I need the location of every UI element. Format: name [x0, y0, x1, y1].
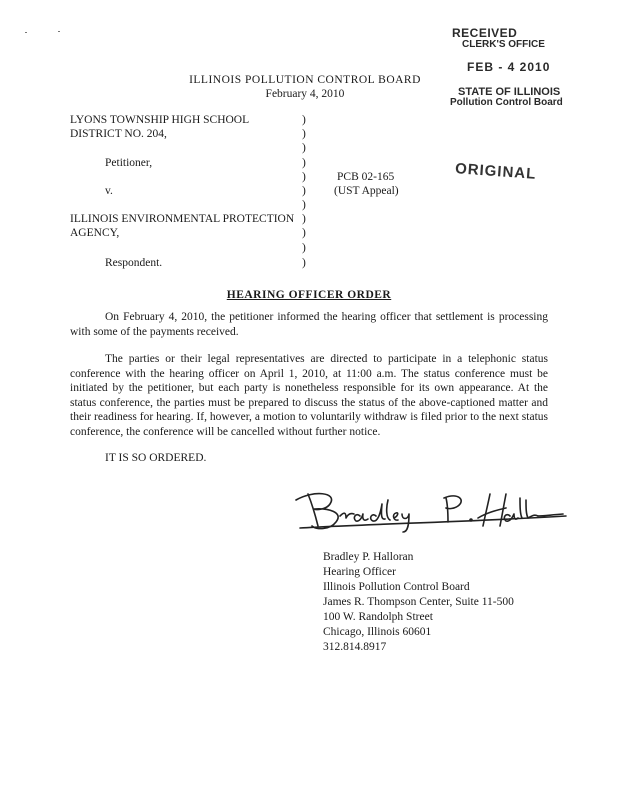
versus: v. [105, 185, 113, 197]
caption-paren: ) [302, 171, 306, 183]
board-organization: Illinois Pollution Control Board [323, 581, 470, 593]
order-paragraph-1 [70, 310, 548, 339]
city-address: Chicago, Illinois 60601 [323, 626, 432, 638]
caption-paren: ) [302, 142, 306, 154]
caption-paren: ) [302, 114, 306, 126]
hearing-officer-name: Bradley P. Halloran [323, 551, 414, 563]
caption-paren: ) [302, 128, 306, 140]
caption-paren: ) [302, 185, 306, 197]
caption-paren: ) [302, 199, 306, 211]
received-stamp-date: FEB - 4 2010 [467, 60, 551, 74]
closing-statement: IT IS SO ORDERED. [105, 452, 207, 464]
building-address: James R. Thompson Center, Suite 11-500 [323, 596, 514, 608]
caption-paren: ) [302, 157, 306, 169]
order-paragraph-2 [70, 352, 548, 439]
caption-paren: ) [302, 213, 306, 225]
caption-paren: ) [302, 227, 306, 239]
respondent-name-line1: ILLINOIS ENVIRONMENTAL PROTECTION [70, 213, 295, 225]
street-address: 100 W. Randolph Street [323, 611, 433, 623]
petitioner-name-line1: LYONS TOWNSHIP HIGH SCHOOL [70, 114, 250, 126]
order-title: HEARING OFFICER ORDER [226, 289, 392, 301]
original-stamp: ORIGINAL [454, 160, 537, 183]
caption-paren: ) [302, 257, 306, 269]
paragraph-2-text: The parties or their legal representatives are directed to participate in a telephonic status conference with the hearing officer on April 1, 2010, at 11:00 a.m. The status conference must be initiated by the petitioner, but each party is nonetheless responsible for its own appearance. At the status conference, the parties must be prepared to discuss the status of the above-captioned matter and their readiness for hearing. If, however, a motion to voluntarily withdraw is filed prior to the next status conference, the conference will be cancelled without further notice. [70, 353, 548, 438]
petitioner-role: Petitioner, [105, 157, 153, 169]
received-stamp-state: STATE OF ILLINOIS [458, 86, 561, 98]
phone-number: 312.814.8917 [323, 641, 387, 653]
received-stamp-office: CLERK'S OFFICE [462, 39, 545, 50]
board-name-heading: ILLINOIS POLLUTION CONTROL BOARD [189, 74, 421, 86]
paragraph-1-text: On February 4, 2010, the petitioner informed the hearing officer that settlement is processing with some of the payments received. [70, 311, 548, 338]
signature-text: Bradley P. Halloran [288, 486, 296, 487]
hearing-officer-title: Hearing Officer [323, 566, 396, 578]
case-number: PCB 02-165 [337, 171, 395, 183]
order-date: February 4, 2010 [265, 88, 345, 100]
case-type: (UST Appeal) [334, 185, 399, 197]
received-stamp-board: Pollution Control Board [450, 97, 563, 108]
petitioner-name-line2: DISTRICT NO. 204, [70, 128, 167, 140]
received-stamp-heading: RECEIVED [452, 26, 518, 40]
handwritten-signature [288, 486, 568, 536]
caption-paren: ) [302, 242, 306, 254]
respondent-role: Respondent. [105, 257, 163, 269]
respondent-name-line2: AGENCY, [70, 227, 120, 239]
